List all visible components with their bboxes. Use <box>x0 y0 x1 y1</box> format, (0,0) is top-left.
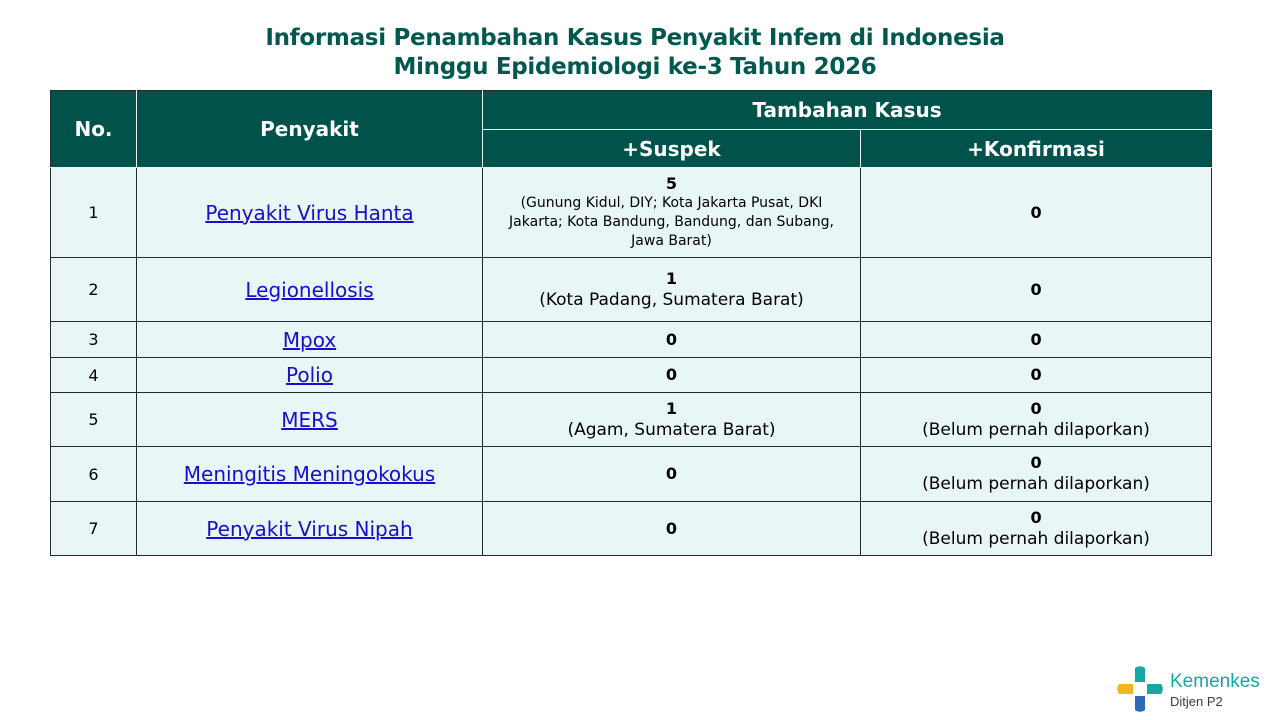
confirmed-cell <box>861 322 1212 358</box>
row-number: 4 <box>51 358 137 393</box>
suspect-count: 0 <box>665 518 678 538</box>
table-row <box>51 168 1212 258</box>
row-number: 6 <box>51 447 137 502</box>
suspect-cell <box>483 168 861 258</box>
header-disease: Penyakit <box>137 91 483 168</box>
confirmed-cell <box>861 168 1212 258</box>
suspect-count: 0 <box>665 365 678 384</box>
confirmed-count: 0 <box>1030 398 1042 418</box>
disease-link-legionellosis[interactable]: Legionellosis <box>245 277 374 302</box>
header-suspect: +Suspek <box>483 130 861 168</box>
suspect-count: 1 <box>665 268 678 288</box>
confirmed-note: (Belum pernah dilaporkan) <box>922 528 1150 549</box>
confirmed-note: (Belum pernah dilaporkan) <box>922 474 1150 494</box>
table-row <box>51 358 1212 393</box>
cases-table <box>50 90 1212 556</box>
suspect-cell <box>483 258 861 322</box>
confirmed-note: (Belum pernah dilaporkan) <box>922 419 1150 440</box>
suspect-cell <box>483 447 861 502</box>
suspect-cell <box>483 393 861 447</box>
disease-link-meningitis[interactable]: Meningitis Meningokokus <box>183 462 436 486</box>
row-number: 5 <box>51 393 137 447</box>
page-title <box>0 24 1270 82</box>
suspect-count: 0 <box>665 464 678 483</box>
row-number: 1 <box>51 168 137 258</box>
confirmed-cell <box>861 358 1212 393</box>
header-additional-cases: Tambahan Kasus <box>483 91 1212 130</box>
kemenkes-logo <box>1116 665 1276 715</box>
suspect-cell <box>483 358 861 393</box>
row-number: 2 <box>51 258 137 322</box>
suspect-location: (Gunung Kidul, DIY; Kota Jakarta Pusat, DKI Jakarta; Kota Bandung, Bandung, dan Subang, Jawa Barat) <box>509 195 834 249</box>
row-number: 7 <box>51 502 137 556</box>
disease-link-mers[interactable]: MERS <box>281 407 338 432</box>
confirmed-count: 0 <box>1030 507 1042 527</box>
confirmed-cell <box>861 502 1212 556</box>
confirmed-cell <box>861 447 1212 502</box>
suspect-count: 0 <box>665 329 678 349</box>
confirmed-count: 0 <box>1030 279 1042 299</box>
disease-link-mpox[interactable]: Mpox <box>282 327 337 352</box>
title-line-1: Informasi Penambahan Kasus Penyakit Infem di Indonesia <box>265 25 1005 51</box>
confirmed-count: 0 <box>1030 453 1042 472</box>
table-row <box>51 502 1212 556</box>
suspect-location: (Kota Padang, Sumatera Barat) <box>539 289 804 310</box>
table-row <box>51 258 1212 322</box>
title-line-2: Minggu Epidemiologi ke-3 Tahun 2026 <box>393 54 877 80</box>
table-row <box>51 322 1212 358</box>
kemenkes-flower-icon <box>1116 665 1164 713</box>
suspect-location: (Agam, Sumatera Barat) <box>567 419 776 440</box>
confirmed-cell <box>861 393 1212 447</box>
logo-name: Kemenkes <box>1170 671 1260 692</box>
table-row <box>51 447 1212 502</box>
header-confirmed: +Konfirmasi <box>861 130 1212 168</box>
disease-link-nipah[interactable]: Penyakit Virus Nipah <box>206 516 413 541</box>
row-number: 3 <box>51 322 137 358</box>
suspect-cell <box>483 322 861 358</box>
suspect-cell <box>483 502 861 556</box>
suspect-count: 5 <box>665 174 678 193</box>
confirmed-count: 0 <box>1030 365 1042 384</box>
suspect-count: 1 <box>665 398 678 418</box>
table-row <box>51 393 1212 447</box>
confirmed-count: 0 <box>1030 329 1042 349</box>
confirmed-cell <box>861 258 1212 322</box>
confirmed-count: 0 <box>1030 202 1042 222</box>
header-no: No. <box>51 91 137 168</box>
disease-link-polio[interactable]: Polio <box>286 363 333 387</box>
disease-link-hanta[interactable]: Penyakit Virus Hanta <box>205 200 414 225</box>
logo-subtitle: Ditjen P2 <box>1170 694 1223 709</box>
